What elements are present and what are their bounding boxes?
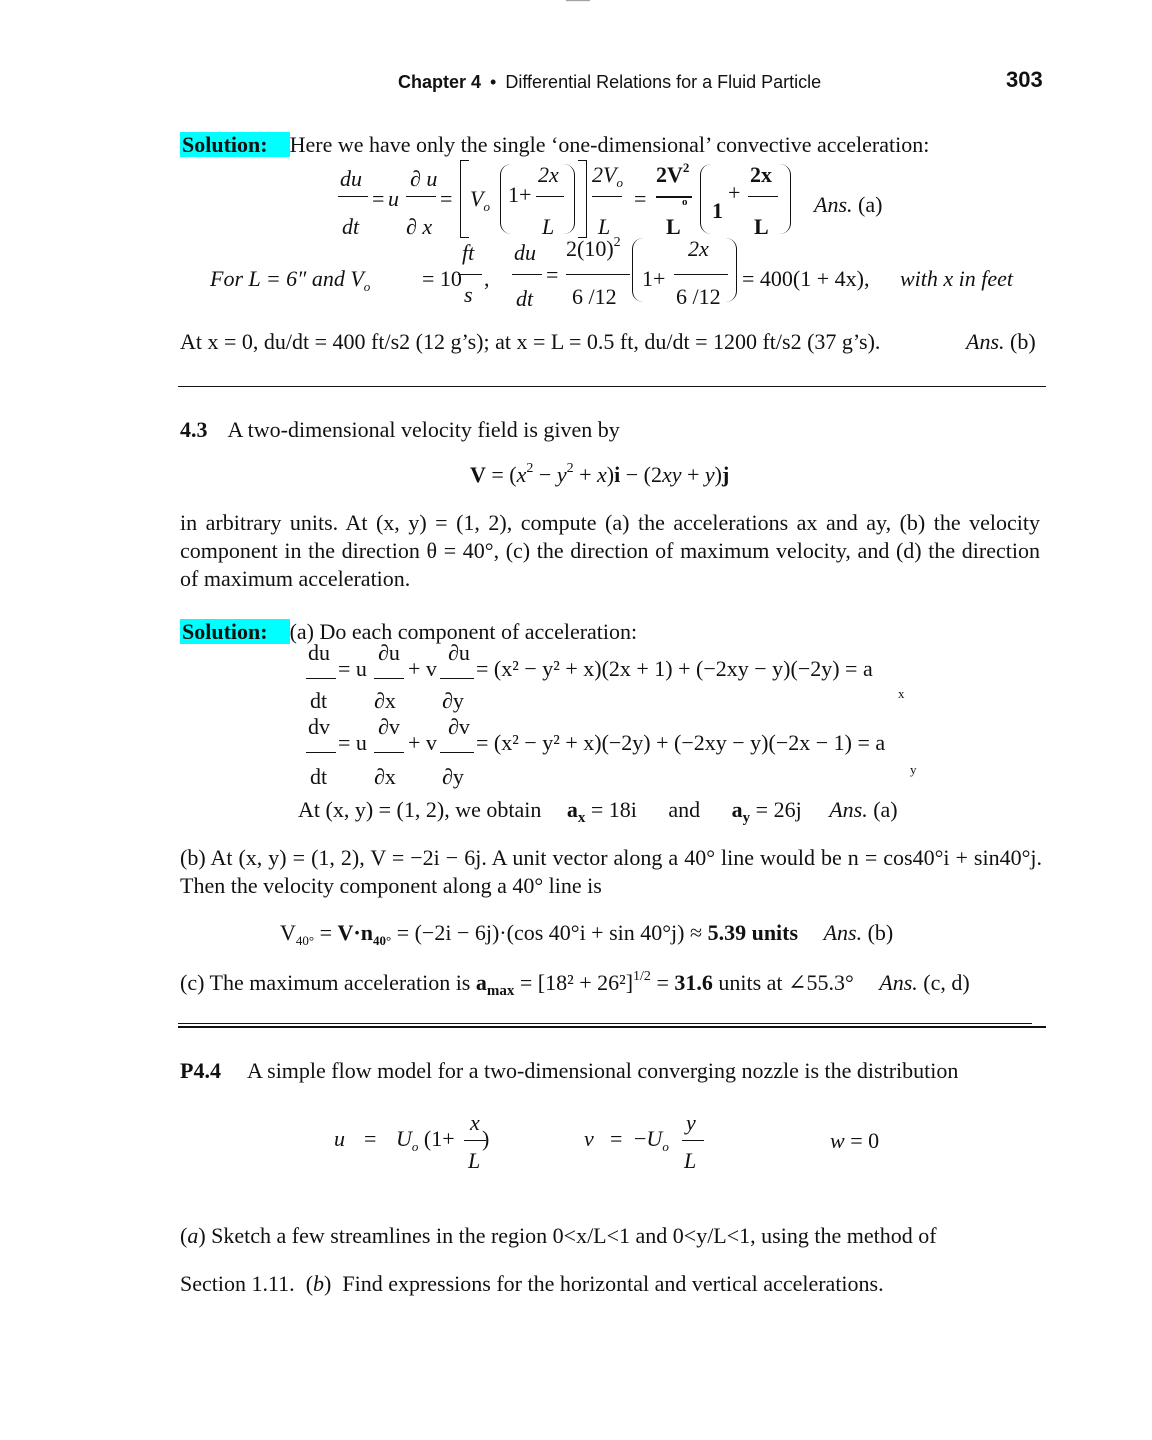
problem-number: 4.3 <box>180 417 208 442</box>
solution-label-2: Solution: <box>180 619 290 644</box>
divider-1 <box>178 386 1046 387</box>
divider-2a <box>178 1023 1032 1024</box>
problem-number-4-4: P4.4 <box>180 1058 221 1083</box>
obtain-line: At (x, y) = (1, 2), we obtain $a_x = 18i$ and $a_y = 26j$ Ans. (a) <box>298 797 898 826</box>
problem-4-3-body: in arbitrary units. At (x, y) = (1, 2), compute (a) the accelerations ax and ay, (b) the velocity component in the direction θ = 40°, (c) the direction of maximum velocity, and (d) the direction of maximum acceleration. <box>180 510 1040 591</box>
equation-convective: du dt = u ∂ u ∂ x = $V_o$ 1+ 2x L $2V_o$ L = $2V^2$ o L 1 + 2x L Ans. (a) <box>340 160 883 239</box>
equation-ay: dv dt = u ∂v ∂x + v ∂v ∂y = (x² − y² + x)(−2y) + (−2xy − y)(−2x − 1) = a y <box>308 714 917 789</box>
part-b-text: (b) At (x, y) = (1, 2), V = −2i − 6j. A unit vector along a 40° line would be n = cos40°i + sin40°j. Then the velocity component along a 40° line is <box>180 845 1042 898</box>
running-header <box>398 70 821 94</box>
solution-label: Solution: <box>180 132 290 157</box>
equation-ax: du dt = u ∂u ∂x + v ∂u ∂y = (x² − y² + x)(2x + 1) + (−2xy − y)(−2y) = a x <box>308 640 905 713</box>
equation-numeric: For L = 6″ and $V_o$ = 10 ft s , du dt = $2(10)^2$ 6 /12 1+ 2x 6 /12 = 400(1 + 4x), with x in feet <box>210 235 1014 311</box>
page-number: 303 <box>1006 67 1043 92</box>
problem-4-4-statement: P4.4 A simple flow model for a two-dimensional converging nozzle is the distribution <box>180 1058 959 1083</box>
solution-1-line <box>180 131 929 159</box>
chapter-title: Differential Relations for a Fluid Particle <box>505 72 822 92</box>
nozzle-equations: u = $U_o$ (1+ x L ) v = $-U_o$ y L w = 0 <box>334 1110 880 1173</box>
divider-2b <box>178 1026 1046 1028</box>
ans-b-label: Ans. (b) <box>966 329 1036 354</box>
header-bullet: • <box>490 72 497 92</box>
solution-intro: Here we have only the single ‘one-dimensional’ convective acceleration: <box>289 132 930 157</box>
part-c-line: (c) The maximum acceleration is $a_{max} = [18^2 + 26^2]^{1/2} = 31.6$ units at ∠55.3° Ans. (c, d) <box>180 969 970 999</box>
p44-part-b: Section 1.11. (b) Find expressions for the horizontal and vertical accelerations. <box>180 1271 884 1296</box>
top-mark: ——— <box>566 0 590 5</box>
p44-part-a: (a) Sketch a few streamlines in the region 0<x/L<1 and 0<y/L<1, using the method of <box>180 1223 937 1248</box>
problem-4-3-statement: 4.3 A two-dimensional velocity field is given by <box>180 417 620 442</box>
v40-equation: $V_{40^\circ} = V\cdot n_{40^\circ} = (-2i - 6j)\cdot(\cos$ 40°i + sin 40°j) ≈ 5.39 units Ans. (b) <box>280 920 894 948</box>
velocity-field-equation: $V = (x^2 - y^2 + x)i - (2xy + y)j$ <box>470 461 730 487</box>
result-line: At x = 0, du/dt = 400 ft/s2 (12 g’s); at x = L = 0.5 ft, du/dt = 1200 ft/s2 (37 g’s). <box>180 329 881 354</box>
ans-a-label: Ans. (a) <box>814 192 883 217</box>
chapter-label: Chapter 4 <box>398 72 482 92</box>
solution-2-line: Solution: (a) Do each component of acceleration: <box>182 619 638 644</box>
